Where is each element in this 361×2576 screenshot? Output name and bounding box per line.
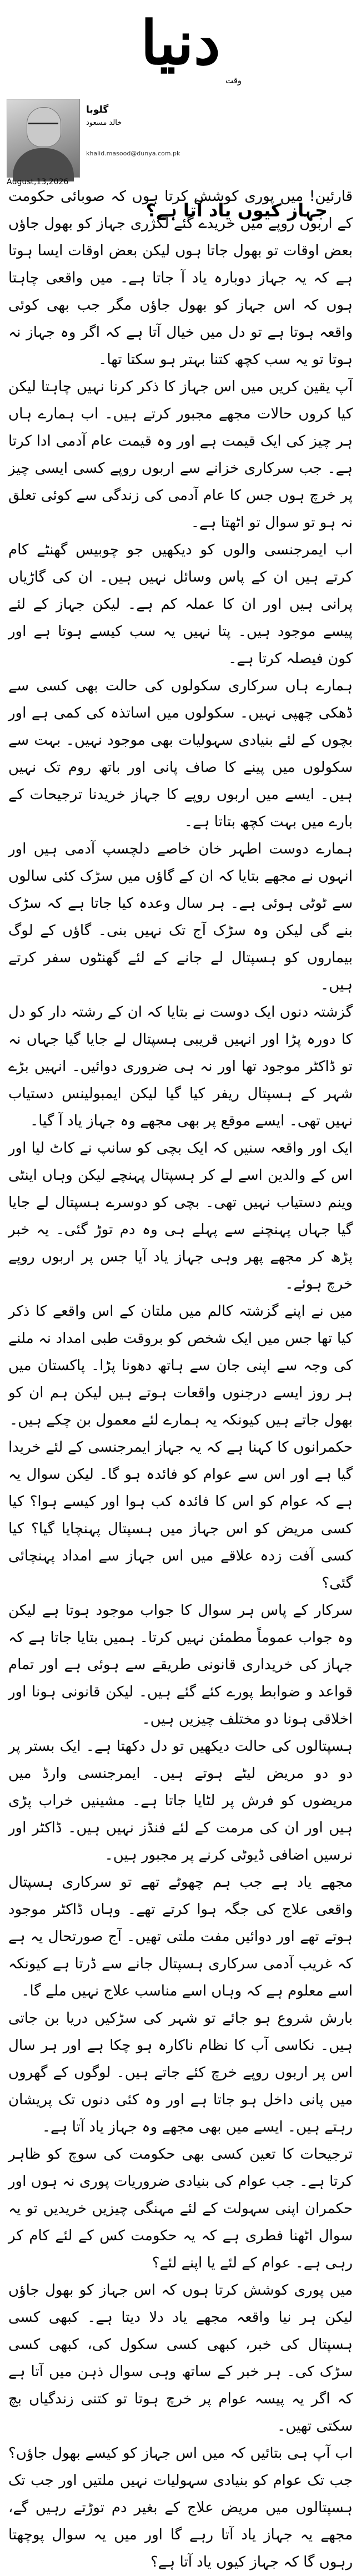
paragraph: آپ یقین کریں میں اس جہاز کا ذکر کرنا نہیں چاہتا لیکن کیا کروں حالات مجھے مجبور کرتے ہیں۔ اب ہمارے ہاں ہر چیز کی ایک قیمت ہے اور وہ قیمت عام آدمی ادا کرتا ہے۔ جب سرکاری خزانے سے اربوں روپے کسی ایسی چیز پر خرچ ہوں جس کا عام آدمی کی زندگی سے کوئی تعلق نہ ہو تو سوال تو اٹھتا ہے۔	[8, 378, 353, 531]
column-title: جہاز کیوں یاد آتا ہے؟	[146, 200, 328, 221]
paragraph: قارئین! میں پوری کوشش کرتا ہوں کہ صوبائی حکومت کے اربوں روپے میں خریدے گئے لگژری جہاز کو بھول جاؤں بعض اوقات تو بھول جاتا ہوں لیکن بعض اوقات ایسا ہوتا ہے کہ یہ جہاز دوبارہ یاد آ جاتا ہے۔ میں واقعی چاہتا ہوں کہ اس جہاز کو بھول جاؤں مگر جب بھی کوئی واقعہ ہوتا ہے تو دل میں خیال آتا ہے کہ اگر وہ جہاز نہ ہوتا تو یہ سب کچھ کتنا بہتر ہو سکتا تھا۔	[8, 188, 353, 368]
logo-subtext: وقت	[225, 75, 242, 85]
column-brand: گلوبا	[86, 104, 109, 115]
paragraph: میں پوری کوشش کرتا ہوں کہ اس جہاز کو بھول جاؤں لیکن ہر نیا واقعہ مجھے یاد دلا دیتا ہے۔ کبھی کسی ہسپتال کی خبر، کبھی کسی سکول کی، کبھی کسی سڑک کی۔ ہر خبر کے ساتھ وہی سوال ذہن میں آتا ہے کہ اگر یہ پیسہ عوام پر خرچ ہوتا تو کتنی زندگیاں بچ سکتی تھیں۔	[8, 2282, 353, 2434]
paragraph: اب ایمرجنسی والوں کو دیکھیں جو چوبیس گھنٹے کام کرتے ہیں ان کے پاس وسائل نہیں ہیں۔ ان کی گاڑیاں پرانی ہیں اور ان کا عملہ کم ہے۔ لیکن جہاز کے لئے پیسے موجود ہیں۔ پتا نہیں یہ سب کیسے ہوتا ہے اور کون فیصلہ کرتا ہے۔	[8, 542, 353, 667]
paragraph: حکمرانوں کا کہنا ہے کہ یہ جہاز ایمرجنسی کے لئے خریدا گیا ہے اور اس سے عوام کو فائدہ ہو گا۔ لیکن سوال یہ ہے کہ عوام کو اس کا فائدہ کب ہوا اور کیسے ہوا؟ کیا کسی مریض کو اس جہاز میں ہسپتال پہنچایا گیا؟ کیا کسی آفت زدہ علاقے میں اس جہاز سے امداد پہنچائی گئی؟	[8, 1439, 353, 1592]
paragraph: مجھے یاد ہے جب ہم چھوٹے تھے تو سرکاری ہسپتال واقعی علاج کی جگہ ہوا کرتے تھے۔ وہاں ڈاکٹر موجود ہوتے تھے اور دوائیں مفت ملتی تھیں۔ آج صورتحال یہ ہے کہ غریب آدمی سرکاری ہسپتال جانے سے ڈرتا ہے کیونکہ اسے معلوم ہے کہ وہاں اسے مناسب علاج نہیں ملے گا۔	[8, 1874, 353, 1999]
publish-date: August,13,2026	[7, 178, 69, 186]
byline-block	[0, 94, 361, 221]
author-name: خالد مسعود	[86, 119, 122, 127]
paragraph: بارش شروع ہو جائے تو شہر کی سڑکیں دریا بن جاتی ہیں۔ نکاسی آب کا نظام ناکارہ ہو چکا ہے اور ہر سال اس پر اربوں روپے خرچ کئے جاتے ہیں۔ لوگوں کے گھروں میں پانی داخل ہو جاتا ہے اور وہ کئی دنوں تک پریشان رہتے ہیں۔ ایسے میں بھی مجھے وہ جہاز یاد آتا ہے۔	[8, 2010, 353, 2135]
author-photo	[7, 99, 80, 178]
paragraph: ہمارے ہاں سرکاری سکولوں کی حالت بھی کسی سے ڈھکی چھپی نہیں۔ سکولوں میں اساتذہ کی کمی ہے اور بچوں کے لئے بنیادی سہولیات بھی موجود نہیں۔ بہت سے سکولوں میں پینے کا صاف پانی اور باتھ روم تک نہیں ہیں۔ ایسے میں اربوں روپے کا جہاز خریدنا ترجیحات کے بارے میں بہت کچھ بتاتا ہے۔	[8, 678, 353, 830]
paragraph: ترجیحات کا تعین کسی بھی حکومت کی سوچ کو ظاہر کرتا ہے۔ جب عوام کی بنیادی ضروریات پوری نہ ہوں اور حکمران اپنی سہولت کے لئے مہنگی چیزیں خریدیں تو یہ سوال اٹھنا فطری ہے کہ یہ حکومت کس کے لئے کام کر رہی ہے۔ عوام کے لئے یا اپنے لئے؟	[8, 2146, 353, 2271]
paragraph: اب آپ ہی بتائیں کہ میں اس جہاز کو کیسے بھول جاؤں؟ جب تک عوام کو بنیادی سہولیات نہیں ملتیں اور جب تک ہسپتالوں میں مریض علاج کے بغیر دم توڑتے رہیں گے، مجھے یہ جہاز یاد آتا رہے گا اور میں یہ سوال پوچھتا رہوں گا کہ جہاز کیوں یاد آتا ہے؟	[8, 2445, 353, 2570]
article-body	[8, 183, 353, 2570]
masthead	[0, 0, 361, 221]
logo-text: دنیا	[141, 8, 220, 78]
paragraph: سرکار کے پاس ہر سوال کا جواب موجود ہوتا ہے لیکن وہ جواب عموماً مطمئن نہیں کرتا۔ ہمیں بتایا جاتا ہے کہ جہاز کی خریداری قانونی طریقے سے ہوئی ہے اور تمام قواعد و ضوابط پورے کئے گئے ہیں۔ لیکن قانونی ہونا اور اخلاقی ہونا دو مختلف چیزیں ہیں۔	[8, 1602, 353, 1728]
paragraph: ہسپتالوں کی حالت دیکھیں تو دل دکھتا ہے۔ ایک بستر پر دو دو مریض لیٹے ہوتے ہیں۔ ایمرجنسی وارڈ میں مریضوں کو فرش پر لٹایا جاتا ہے۔ مشینیں خراب پڑی ہیں اور ان کی مرمت کے لئے فنڈز نہیں ہیں۔ ڈاکٹر اور نرسیں اضافی ڈیوٹی کرنے پر مجبور ہیں۔	[8, 1738, 353, 1863]
paragraph: ہمارے دوست اطہر خان خاصے دلچسپ آدمی ہیں اور انہوں نے مجھے بتایا کہ ان کے گاؤں میں سڑک کئی سالوں سے ٹوٹی ہوئی ہے۔ ہر سال وعدہ کیا جاتا ہے کہ سڑک بنے گی لیکن وہ سڑک آج تک نہیں بنی۔ گاؤں کے لوگ بیماروں کو ہسپتال لے جانے کے لئے گھنٹوں سفر کرتے ہیں۔	[8, 841, 353, 993]
paragraph: ایک اور واقعہ سنیں کہ ایک بچی کو سانپ نے کاٹ لیا اور اس کے والدین اسے لے کر ہسپتال پہنچے لیکن وہاں اینٹی وینم دستیاب نہیں تھی۔ بچی کو دوسرے ہسپتال لے جایا گیا جہاں پہنچنے سے پہلے ہی وہ دم توڑ گئی۔ یہ خبر پڑھ کر مجھے پھر وہی جہاز یاد آیا جس پر اربوں روپے خرچ ہوئے۔	[8, 1140, 353, 1292]
author-email[interactable]: khalid.masood@dunya.com.pk	[86, 150, 180, 157]
paragraph: گزشتہ دنوں ایک دوست نے بتایا کہ ان کے رشتہ دار کو دل کا دورہ پڑا اور انہیں قریبی ہسپتال لے جایا گیا جہاں نہ تو ڈاکٹر موجود تھا اور نہ ہی ضروری دوائیں۔ انہیں بڑے شہر کے ہسپتال ریفر کیا گیا لیکن ایمبولینس دستیاب نہیں تھی۔ ایسے موقع پر بھی مجھے وہ جہاز یاد آ گیا۔	[8, 1004, 353, 1129]
newspaper-logo	[97, 4, 264, 88]
paragraph: میں نے اپنے گزشتہ کالم میں ملتان کے اس واقعے کا ذکر کیا تھا جس میں ایک شخص کو بروقت طبی امداد نہ ملنے کی وجہ سے اپنی جان سے ہاتھ دھونا پڑا۔ پاکستان میں ہر روز ایسے درجنوں واقعات ہوتے ہیں لیکن ہم ان کو بھول جاتے ہیں کیونکہ یہ ہمارے لئے معمول بن چکے ہیں۔	[8, 1303, 353, 1428]
